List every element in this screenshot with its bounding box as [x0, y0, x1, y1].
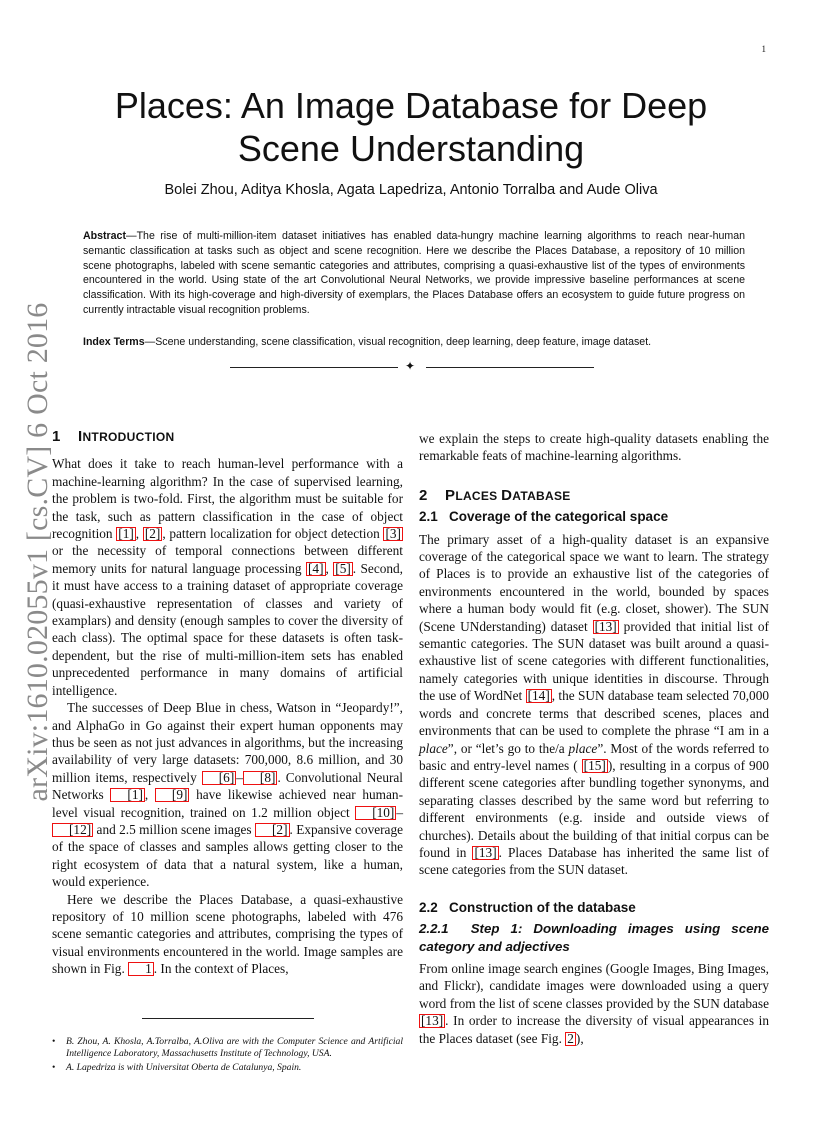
citation-link[interactable]: [4]	[308, 560, 324, 576]
page-number: 1	[761, 44, 766, 54]
citation-link[interactable]: [5]	[335, 560, 351, 576]
citation-link[interactable]: [10]	[355, 806, 396, 820]
section-heading-introduction: 1 INTRODUCTION	[52, 428, 175, 445]
abstract	[83, 229, 745, 318]
citation-link[interactable]: [8]	[243, 771, 278, 785]
citation-link[interactable]: [1]	[110, 788, 145, 802]
citation-link[interactable]: [9]	[155, 788, 190, 802]
citation-link[interactable]: [2]	[144, 526, 161, 542]
author-list: Bolei Zhou, Aditya Khosla, Agata Lapedriza, Antonio Torralba and Aude Oliva	[164, 182, 658, 198]
divider-line-left	[230, 367, 398, 368]
coverage-paragraph: The primary asset of a high-quality dataset is an expansive coverage of the categorical space we want to learn. The strategy of Places is to provide an exhaustive list of the categories of environments encountered in the world, bounded by spaces where a human body would fit (e.g. closet, shower). The SUN (Scene UNderstanding) dataset [13] provided that initial list of semantic categories. The SUN dataset was built around a quasi-exhaustive list of scene categories with different functionalities, namely categories with unique identities in discourse. Through the use of WordNet [14] , the SUN database team selected 70,000 words and concrete terms that described scenes, places and environments that can be used to complete the phrase “I am in a place”, or “let’s go to the/a place”. Most of the words referred to basic and entry-level names ( [15] ), resulting in a corpus of 900 different scene categories after bundling together synonyms, and separating classes described by the same word but referring to different environments (e.g. inside and outside views of churches). Details about the building of that initial corpus can be found in [13] . Places Database has inherited the same list of scene categories from the SUN dataset.	[419, 531, 770, 878]
paper-title: Places: An Image Database for Deep Scene Understanding	[114, 85, 708, 169]
footnote-item: • B. Zhou, A. Khosla, A.Torralba, A.Oliva are with the Computer Science and Artificial Intelligence Laboratory, Massachusetts Institute of Technology, USA.	[52, 1036, 403, 1060]
bullet-icon: •	[52, 1036, 56, 1047]
intro-paragraph-3: Here we describe the Places Database, a quasi-exhaustive repository of 10 million scene photographs, labeled with 476 scene semantic categories and attributes, comprising the types of visual environments encountered in the world. Image samples are shown in Fig. 1 . In the context of Places,	[52, 891, 403, 977]
index-terms-label: Index Terms	[83, 336, 145, 348]
intro-continuation: we explain the steps to create high-quality datasets enabling the remarkable feats of machine-learning algorithms.	[419, 431, 769, 464]
bullet-icon: •	[52, 1062, 56, 1074]
divider-line-right	[426, 367, 594, 368]
citation-link[interactable]: [15]	[583, 757, 606, 773]
right-column	[419, 430, 769, 1047]
citation-link[interactable]: [1]	[118, 526, 134, 542]
divider-diamond-icon: ✦	[405, 359, 416, 373]
left-column	[52, 428, 403, 978]
citation-link[interactable]: [12]	[52, 823, 93, 837]
abstract-text: —The rise of multi-million-item dataset initiatives has enabled data-hungry machine learning algorithms to reach near-human semantic classification at tasks such as object and scene recognition. Here we describe the Places Database, a repository of 10 million scene photographs, labeled with scene semantic categories and attributes, comprising a quasi-exhaustive list of the types of environments encountered in the world. Using state of the art Convolutional Neural Networks, we provide impressive baseline performances at scene classification. With its high-coverage and high-diversity of exemplars, the Places Database offers an ecosystem to guide future progress on currently intractable visual recognition problems.	[83, 230, 745, 316]
citation-link[interactable]: [13]	[474, 844, 497, 860]
section-heading-places-database: 2 PLACES DATABASE	[419, 486, 571, 504]
subsection-heading-coverage: 2.1 Coverage of the categorical space	[419, 509, 669, 525]
figure-link[interactable]: 2	[567, 1030, 574, 1046]
citation-link[interactable]: [2]	[255, 823, 290, 837]
figure-link[interactable]: 1	[128, 962, 154, 976]
subsection-heading-construction: 2.2 Construction of the database	[419, 899, 636, 915]
citation-link[interactable]: [14]	[527, 688, 550, 704]
footnotes	[52, 1036, 403, 1077]
intro-paragraph-2: The successes of Deep Blue in chess, Watson in “Jeopardy!”, and AlphaGo in Go against their expert human opponents may thus be seen as not just advances in algorithms, but the increasing availability of very large datasets: 700,000, 8.6 million, and 30 million items, respectively [6] – [8] . Convolutional Neural Networks [1] , [9] have likewise achieved near human-level visual recognition, trained on 1.2 million object [10] –[12] and 2.5 million scene images [2] . Expansive coverage of the space of classes and samples allows getting closer to the right ecosystem of data that a natural system, like a human, would experience.	[52, 700, 404, 890]
index-terms-text: —Scene understanding, scene classification, visual recognition, deep learning, deep feature, image dataset.	[144, 336, 652, 348]
abstract-label: Abstract	[83, 230, 126, 242]
citation-link[interactable]: [13]	[594, 618, 617, 634]
footnote-item: • A. Lapedriza is with Universitat Oberta de Catalunya, Spain.	[52, 1062, 302, 1074]
subsubsection-heading-step1: 2.2.1 Step 1: Downloading images using scene category and adjectives	[419, 921, 770, 954]
section-divider	[230, 361, 594, 373]
arxiv-side-stamp: arXiv:1610.02055v1 [cs.CV] 6 Oct 2016	[21, 302, 54, 802]
citation-link[interactable]: [13]	[421, 1013, 444, 1029]
citation-link[interactable]: [3]	[385, 526, 401, 542]
intro-paragraph-1: What does it take to reach human-level performance with a machine-learning algorithm? In the case of supervised learning, the problem is two-fold. First, the algorithm must be suitable for the task, such as pattern classification in the case of object recognition [1] , [2] , pattern localization for object detection [3] or the necessity of temporal connections between different memory units for natural language processing [4] , [5] . Second, it must have access to a training dataset of appropriate coverage (quasi-exhaustive representation of classes and variety of examplars) and density (enough samples to cover the diversity of each class). The optimal space for these datasets is often task-dependent, but the rise of multi-million-item sets has enabled unprecedented performance in many domains of artificial intelligence.	[52, 456, 403, 698]
index-terms	[83, 336, 745, 348]
footnote-rule	[142, 1018, 314, 1019]
citation-link[interactable]: [6]	[202, 771, 237, 785]
step1-paragraph: From online image search engines (Google Images, Bing Images, and Flickr), candidate images were downloaded using a query word from the list of scene classes provided by the SUN database [13] . In order to increase the diversity of visual appearances in the Places dataset (see Fig. 2 ),	[419, 960, 769, 1046]
